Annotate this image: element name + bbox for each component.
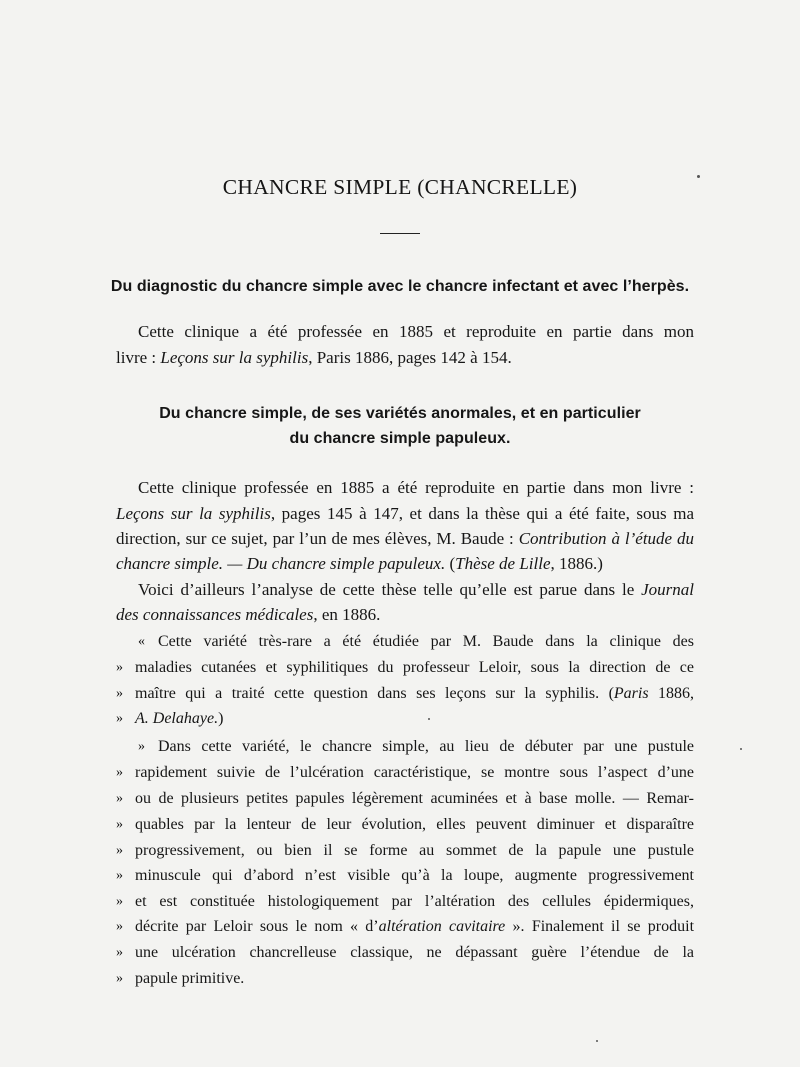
quote-mark: » (116, 791, 123, 806)
quote-text: quables par la lenteur de leur évolution, elles peuvent diminuer et disparaître (135, 816, 694, 833)
quote-text: Dans cette variété, le chancre simple, au lieu de débuter par une pustule (158, 738, 694, 755)
text-span: ( (449, 554, 456, 573)
text-span: ) (218, 710, 224, 727)
scan-speck (740, 748, 742, 750)
quote-text: maladies cutanées et syphilitiques du professeur Leloir, sous la direction de ce (135, 659, 694, 676)
quote-mark: » (116, 711, 123, 726)
publisher-place: Paris (613, 685, 649, 702)
heading-line: du chancre simple papuleux. (289, 430, 511, 447)
quote-text (135, 917, 694, 937)
quote-text: progressivement, ou bien il se forme au sommet de la papule une pustule (135, 842, 694, 859)
quote-mark: » (116, 686, 123, 701)
book-title: Leçons sur la syphilis (116, 504, 271, 523)
paragraph-line (138, 322, 694, 342)
publisher-name: A. Delahaye. (135, 710, 219, 727)
heading-line: Du chancre simple, de ses variétés anormales, et en particulier (159, 405, 641, 422)
paragraph-line (116, 348, 694, 368)
paragraph-line (138, 478, 694, 498)
paragraph-line (116, 529, 694, 549)
quote-mark: » (138, 739, 145, 754)
text-span: ». Finalement il se produit (505, 918, 695, 935)
journal-title: Journal (641, 580, 695, 599)
section-heading-papuleux (0, 401, 800, 451)
text-span: Cette clinique a été professée en 1885 et reproduite en partie dans mon (138, 322, 694, 341)
text-span: Cette clinique professée en 1885 a été reproduite en partie dans mon livre : (138, 478, 694, 497)
paragraph-line (116, 504, 694, 524)
quote-mark: » (116, 660, 123, 675)
quote-mark: » (116, 894, 123, 909)
quote-text: ou de plusieurs petites papules légèrement acuminées et à base molle. — Remar- (135, 790, 694, 807)
quote-text (135, 684, 694, 704)
thesis-place: Thèse de Lille (455, 554, 551, 573)
text-span: , en 1886. (313, 605, 381, 624)
quote-mark: « (138, 634, 145, 649)
quote-mark: » (116, 868, 123, 883)
quote-mark: » (116, 919, 123, 934)
term-italic: altération cavitaire (378, 918, 506, 935)
scan-speck (596, 1040, 598, 1042)
scan-speck (697, 175, 700, 178)
text-span: , pages 145 à 147, et dans la thèse qui a été faite, sous ma (270, 504, 695, 523)
text-span: 1886, (648, 685, 695, 702)
quote-text: minuscule qui d’abord n’est visible qu’à la loupe, augmente progressivement (135, 867, 694, 884)
quote-mark: » (116, 765, 123, 780)
section-heading-diagnostic: Du diagnostic du chancre simple avec le chancre infectant et avec l’herpès. (110, 278, 690, 295)
journal-title: des connaissances médicales (116, 605, 314, 624)
paragraph-line (116, 605, 694, 625)
quote-mark: » (116, 945, 123, 960)
text-span: direction, sur ce sujet, par l’un de mes élèves, M. Baude : (116, 529, 514, 548)
quote-text: papule primitive. (135, 970, 245, 987)
text-span: livre : (116, 348, 157, 367)
quote-text (135, 709, 694, 729)
book-title: Leçons sur la syphilis (160, 348, 309, 367)
text-span: , 1886.) (550, 554, 603, 573)
quote-mark: » (116, 971, 123, 986)
title-rule (380, 233, 420, 234)
text-span: Voici d’ailleurs l’analyse de cette thèse telle qu’elle est parue dans le (138, 580, 635, 599)
text-span: maître qui a traité cette question dans ses leçons sur la syphilis. ( (135, 685, 614, 702)
text-span: , Paris 1886, pages 142 à 154. (308, 348, 512, 367)
text-span: décrite par Leloir sous le nom « d’ (135, 918, 379, 935)
quote-text: une ulcération chancrelleuse classique, ne dépassant guère l’étendue de la (135, 944, 694, 961)
thesis-title: Contribution à l’étude du (518, 529, 695, 548)
thesis-title: chancre simple. — Du chancre simple papuleux. (116, 554, 446, 573)
paragraph-line (138, 580, 694, 600)
quote-mark: » (116, 843, 123, 858)
scan-speck (428, 718, 430, 720)
page-title: CHANCRE SIMPLE (CHANCRELLE) (222, 175, 578, 199)
quote-text: rapidement suivie de l’ulcération caractéristique, se montre sous l’aspect d’une (135, 764, 694, 781)
paragraph-line (116, 554, 694, 574)
quote-text: Cette variété très-rare a été étudiée par M. Baude dans la clinique des (158, 633, 694, 650)
quote-mark: » (116, 817, 123, 832)
quote-text: et est constituée histologiquement par l’altération des cellules épidermiques, (135, 893, 694, 910)
